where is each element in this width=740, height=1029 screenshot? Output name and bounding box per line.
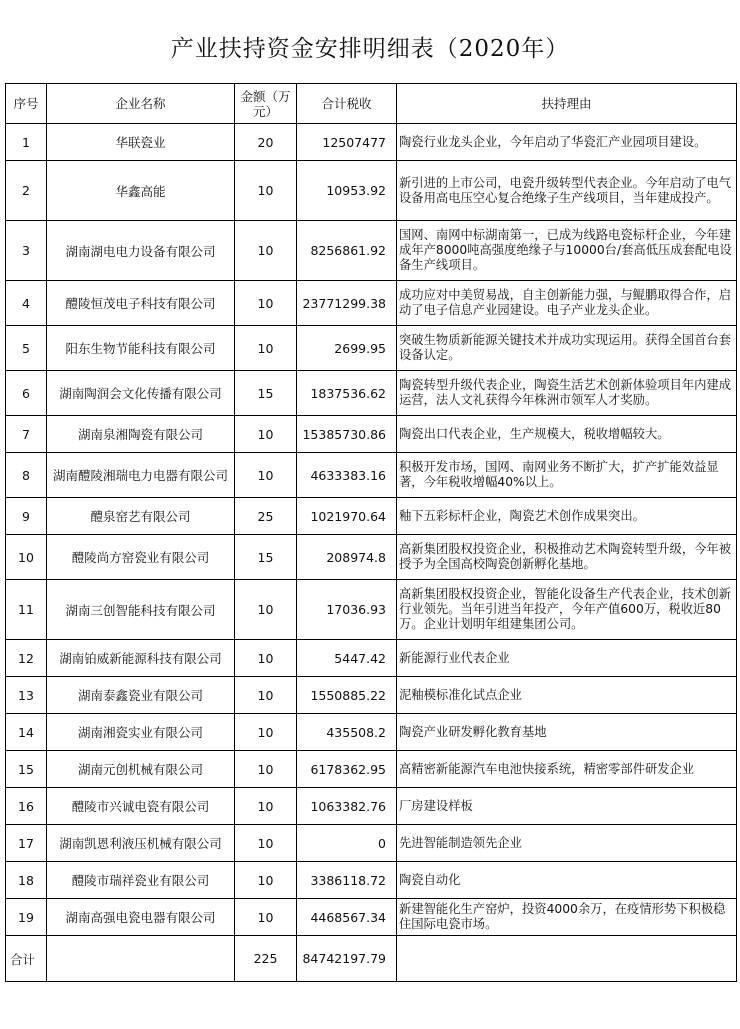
row-reason: 厂房建设样板 — [397, 788, 737, 825]
row-seq: 7 — [6, 416, 47, 453]
table-row — [6, 535, 737, 580]
row-seq: 10 — [6, 535, 47, 580]
row-seq: 17 — [6, 825, 47, 862]
row-tax: 8256861.92 — [297, 221, 397, 281]
row-tax: 1063382.76 — [297, 788, 397, 825]
row-seq: 1 — [6, 124, 47, 161]
row-company: 湖南湖电电力设备有限公司 — [47, 221, 235, 281]
table-row — [6, 416, 737, 453]
row-company: 醴泉窑艺有限公司 — [47, 498, 235, 535]
row-amount: 10 — [235, 899, 297, 936]
table-row — [6, 677, 737, 714]
total-row — [6, 936, 737, 982]
table-row — [6, 124, 737, 161]
row-company: 湖南三创智能科技有限公司 — [47, 580, 235, 640]
row-amount: 10 — [235, 788, 297, 825]
row-tax: 4468567.34 — [297, 899, 397, 936]
row-amount: 10 — [235, 453, 297, 498]
row-company: 阳东生物节能科技有限公司 — [47, 326, 235, 371]
header-row — [6, 84, 737, 124]
row-reason: 陶瓷转型升级代表企业，陶瓷生活艺术创新体验项目年内建成运营，法人文礼获得今年株洲市领军人才奖励。 — [397, 371, 737, 416]
table-row — [6, 498, 737, 535]
table-row — [6, 862, 737, 899]
table-row — [6, 281, 737, 326]
table-row — [6, 714, 737, 751]
row-tax: 23771299.38 — [297, 281, 397, 326]
row-amount: 15 — [235, 371, 297, 416]
row-amount: 10 — [235, 862, 297, 899]
row-tax: 1837536.62 — [297, 371, 397, 416]
row-seq: 6 — [6, 371, 47, 416]
table-row — [6, 640, 737, 677]
subsidy-table — [5, 83, 737, 982]
row-reason: 釉下五彩标杆企业，陶瓷艺术创作成果突出。 — [397, 498, 737, 535]
total-company-empty — [47, 936, 235, 982]
header-reason: 扶持理由 — [397, 84, 737, 124]
header-seq: 序号 — [6, 84, 47, 124]
row-reason: 泥釉模标准化试点企业 — [397, 677, 737, 714]
row-tax: 15385730.86 — [297, 416, 397, 453]
row-company: 华鑫高能 — [47, 161, 235, 221]
row-company: 湖南元创机械有限公司 — [47, 751, 235, 788]
row-amount: 10 — [235, 677, 297, 714]
row-reason: 突破生物质新能源关键技术并成功实现运用。获得全国首台套设备认定。 — [397, 326, 737, 371]
row-reason: 高新集团股权投资企业，智能化设备生产代表企业，技术创新行业领先。当年引进当年投产，今年产值600万，税收近80万。企业计划明年组建集团公司。 — [397, 580, 737, 640]
row-seq: 11 — [6, 580, 47, 640]
row-seq: 12 — [6, 640, 47, 677]
row-reason: 先进智能制造领先企业 — [397, 825, 737, 862]
row-company: 湖南高强电瓷电器有限公司 — [47, 899, 235, 936]
row-seq: 18 — [6, 862, 47, 899]
row-tax: 1021970.64 — [297, 498, 397, 535]
total-amount: 225 — [235, 936, 297, 982]
row-reason: 国网、南网中标湖南第一，已成为线路电瓷标杆企业，今年建成年产8000吨高强度绝缘子与10000台/套高低压成套配电设备生产线项目。 — [397, 221, 737, 281]
row-amount: 10 — [235, 640, 297, 677]
row-seq: 9 — [6, 498, 47, 535]
total-reason-empty — [397, 936, 737, 982]
total-tax: 84742197.79 — [297, 936, 397, 982]
row-tax: 0 — [297, 825, 397, 862]
table-row — [6, 899, 737, 936]
row-amount: 10 — [235, 416, 297, 453]
row-amount: 10 — [235, 221, 297, 281]
row-amount: 10 — [235, 326, 297, 371]
row-company: 湖南铂威新能源科技有限公司 — [47, 640, 235, 677]
row-reason: 成功应对中美贸易战，自主创新能力强，与鲲鹏取得合作，启动了电子信息产业园建设。电子产业龙头企业。 — [397, 281, 737, 326]
row-reason: 陶瓷出口代表企业，生产规模大，税收增幅较大。 — [397, 416, 737, 453]
row-amount: 10 — [235, 751, 297, 788]
row-amount: 20 — [235, 124, 297, 161]
row-tax: 6178362.95 — [297, 751, 397, 788]
table-row — [6, 371, 737, 416]
row-company: 湖南醴陵湘瑞电力电器有限公司 — [47, 453, 235, 498]
row-amount: 15 — [235, 535, 297, 580]
table-row — [6, 580, 737, 640]
row-seq: 2 — [6, 161, 47, 221]
row-tax: 3386118.72 — [297, 862, 397, 899]
row-seq: 4 — [6, 281, 47, 326]
row-tax: 17036.93 — [297, 580, 397, 640]
row-reason: 新引进的上市公司，电瓷升级转型代表企业。今年启动了电气设备用高电压空心复合绝缘子生产线项目，当年建成投产。 — [397, 161, 737, 221]
row-amount: 10 — [235, 714, 297, 751]
row-reason: 陶瓷自动化 — [397, 862, 737, 899]
row-reason: 高新集团股权投资企业，积极推动艺术陶瓷转型升级，今年被授予为全国高校陶瓷创新孵化基地。 — [397, 535, 737, 580]
row-tax: 5447.42 — [297, 640, 397, 677]
row-company: 醴陵尚方窑瓷业有限公司 — [47, 535, 235, 580]
row-company: 湖南湘瓷实业有限公司 — [47, 714, 235, 751]
row-seq: 3 — [6, 221, 47, 281]
header-amount: 金额（万元） — [235, 84, 297, 124]
table-row — [6, 751, 737, 788]
row-seq: 5 — [6, 326, 47, 371]
row-reason: 新建智能化生产窑炉，投资4000余万，在疫情形势下积极稳住国际电瓷市场。 — [397, 899, 737, 936]
row-company: 醴陵市兴诚电瓷有限公司 — [47, 788, 235, 825]
row-amount: 10 — [235, 161, 297, 221]
row-amount: 10 — [235, 580, 297, 640]
row-reason: 陶瓷产业研发孵化教育基地 — [397, 714, 737, 751]
row-tax: 10953.92 — [297, 161, 397, 221]
row-seq: 19 — [6, 899, 47, 936]
row-seq: 15 — [6, 751, 47, 788]
row-tax: 2699.95 — [297, 326, 397, 371]
page-title: 产业扶持资金安排明细表（2020年） — [170, 36, 570, 62]
row-company: 湖南泉湘陶瓷有限公司 — [47, 416, 235, 453]
row-amount: 10 — [235, 281, 297, 326]
row-tax: 12507477 — [297, 124, 397, 161]
row-reason: 高精密新能源汽车电池快接系统，精密零部件研发企业 — [397, 751, 737, 788]
row-reason: 新能源行业代表企业 — [397, 640, 737, 677]
row-company: 湖南泰鑫瓷业有限公司 — [47, 677, 235, 714]
header-tax: 合计税收 — [297, 84, 397, 124]
row-seq: 8 — [6, 453, 47, 498]
row-seq: 13 — [6, 677, 47, 714]
row-company: 湖南陶润会文化传播有限公司 — [47, 371, 235, 416]
table-row — [6, 788, 737, 825]
row-tax: 4633383.16 — [297, 453, 397, 498]
table-row — [6, 453, 737, 498]
table-row — [6, 161, 737, 221]
row-amount: 10 — [235, 825, 297, 862]
header-company: 企业名称 — [47, 84, 235, 124]
table-row — [6, 326, 737, 371]
row-tax: 1550885.22 — [297, 677, 397, 714]
row-company: 湖南凯恩利液压机械有限公司 — [47, 825, 235, 862]
table-row — [6, 221, 737, 281]
table-row — [6, 825, 737, 862]
total-label: 合计 — [6, 936, 47, 982]
row-company: 华联瓷业 — [47, 124, 235, 161]
row-company: 醴陵市瑞祥瓷业有限公司 — [47, 862, 235, 899]
row-reason: 积极开发市场，国网、南网业务不断扩大，扩产扩能效益显著，今年税收增幅40%以上。 — [397, 453, 737, 498]
row-tax: 435508.2 — [297, 714, 397, 751]
row-company: 醴陵恒茂电子科技有限公司 — [47, 281, 235, 326]
row-tax: 208974.8 — [297, 535, 397, 580]
row-reason: 陶瓷行业龙头企业，今年启动了华瓷汇产业园项目建设。 — [397, 124, 737, 161]
row-seq: 14 — [6, 714, 47, 751]
row-seq: 16 — [6, 788, 47, 825]
row-amount: 25 — [235, 498, 297, 535]
